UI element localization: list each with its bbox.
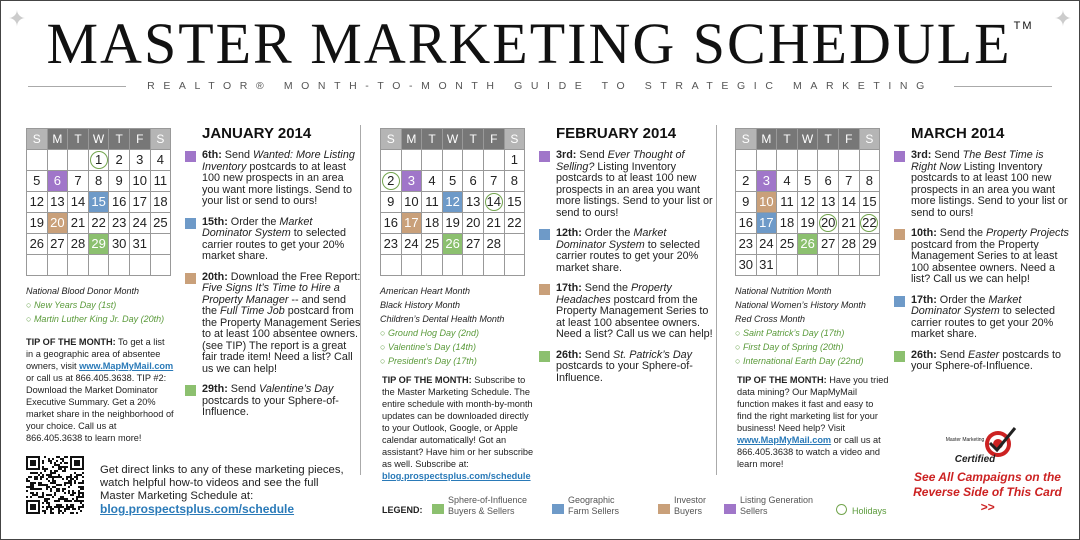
calendar-day[interactable]: 25 xyxy=(777,234,798,255)
subtitle: REALTOR® MONTH-TO-MONTH GUIDE TO STRATEGIC MARKETING xyxy=(147,80,933,92)
weekday-header: W xyxy=(798,129,819,150)
holiday-item: ○ Valentine’s Day (14th) xyxy=(380,340,540,354)
calendar-day[interactable]: 26 xyxy=(443,234,464,255)
weekday-header: T xyxy=(68,129,89,150)
category-swatch xyxy=(539,151,550,162)
weekday-header: S xyxy=(505,129,526,150)
legend-swatch xyxy=(552,504,564,514)
calendar-day[interactable]: 9 xyxy=(381,192,402,213)
calendar-day[interactable]: 23 xyxy=(109,213,130,234)
calendar-day xyxy=(484,255,505,276)
category-swatch xyxy=(185,218,196,229)
weekday-header: S xyxy=(381,129,402,150)
month-title: JANUARY 2014 xyxy=(202,125,312,142)
calendar-day[interactable]: 12 xyxy=(443,192,464,213)
calendar-day[interactable]: 11 xyxy=(422,192,443,213)
calendar-day[interactable]: 12 xyxy=(798,192,819,213)
category-swatch xyxy=(539,229,550,240)
calendar-day[interactable]: 15 xyxy=(505,192,526,213)
calendar-day[interactable]: 21 xyxy=(839,213,860,234)
calendar-grid xyxy=(380,128,525,276)
weekday-header: T xyxy=(463,129,484,150)
observances: National Nutrition Month National Women’s History Month Red Cross Month ○ Saint Patrick’s Day (17th) ○ First Day of Spring (20th) ○ International Earth Day (22nd) xyxy=(735,284,895,368)
calendar-day[interactable]: 6 xyxy=(818,171,839,192)
calendar-day xyxy=(151,255,172,276)
calendar-day[interactable]: 10 xyxy=(402,192,423,213)
certified-badge xyxy=(940,425,1020,465)
holiday-item: ○ International Earth Day (22nd) xyxy=(735,354,895,368)
month-title: FEBRUARY 2014 xyxy=(556,125,677,142)
weekday-header: F xyxy=(484,129,505,150)
calendar-day[interactable]: 3 xyxy=(757,171,778,192)
promo-text: Get direct links to any of these marketing pieces, watch helpful how-to videos and see the full Master Marketing Schedule at: blog.prospectsplus.com/schedule xyxy=(100,464,344,516)
calendar-day xyxy=(757,150,778,171)
event-list xyxy=(911,150,1071,382)
schedule-link[interactable]: blog.prospectsplus.com/schedule xyxy=(100,502,295,516)
calendar-day[interactable]: 2 xyxy=(109,150,130,171)
observances: National Blood Donor Month ○ New Years Day (1st) ○ Martin Luther King Jr. Day (20th) xyxy=(26,284,186,326)
certified-text: Certified xyxy=(954,454,996,465)
calendar-day[interactable]: 12 xyxy=(27,192,48,213)
calendar-day xyxy=(860,150,881,171)
divider xyxy=(954,86,1052,87)
calendar-day[interactable]: 16 xyxy=(736,213,757,234)
calendar-day[interactable]: 24 xyxy=(130,213,151,234)
weekday-header: T xyxy=(777,129,798,150)
campaign-event: 26th: Send St. Patrick’s Day postcards to your Sphere-of-Influence. xyxy=(556,350,716,385)
calendar-day[interactable]: 18 xyxy=(777,213,798,234)
calendar-day[interactable]: 5 xyxy=(798,171,819,192)
calendar-day[interactable]: 3 xyxy=(402,171,423,192)
campaign-event: 10th: Send the Property Projects postcard from the Property Management Series to at least 100 absentee owners. Need a list? Call us we can help! xyxy=(911,228,1071,286)
calendar-day[interactable]: 1 xyxy=(89,150,110,171)
calendar-day[interactable]: 7 xyxy=(484,171,505,192)
certified-top: Master Marketing xyxy=(945,437,985,443)
observances: American Heart Month Black History Month Children’s Dental Health Month ○ Ground Hog Day (2nd) ○ Valentine’s Day (14th) ○ President’s Day (17th) xyxy=(380,284,540,368)
calendar-day[interactable]: 21 xyxy=(68,213,89,234)
calendar-day xyxy=(27,150,48,171)
calendar-day[interactable]: 4 xyxy=(422,171,443,192)
calendar-day[interactable]: 15 xyxy=(89,192,110,213)
calendar-day xyxy=(48,150,69,171)
calendar-day xyxy=(402,150,423,171)
pushpin-icon: ✦ xyxy=(7,6,27,31)
divider xyxy=(28,86,126,87)
pushpin-icon: ✦ xyxy=(1053,6,1073,31)
calendar-day[interactable]: 14 xyxy=(68,192,89,213)
campaign-event: 3rd: Send The Best Time is Right Now Listing Inventory postcards to at least 100 new prospects in an area you want more listings. Send to your list or send to ours! xyxy=(911,150,1071,219)
calendar-day[interactable]: 22 xyxy=(860,213,881,234)
calendar-day[interactable]: 5 xyxy=(443,171,464,192)
calendar-day[interactable]: 20 xyxy=(818,213,839,234)
calendar-day[interactable]: 18 xyxy=(422,213,443,234)
calendar-day xyxy=(48,255,69,276)
calendar-day[interactable]: 11 xyxy=(777,192,798,213)
event-list xyxy=(556,150,716,393)
campaign-event: 17th: Order the Market Dominator System to selected carrier routes to get your 20% market share. xyxy=(911,295,1071,341)
calendar-day[interactable]: 16 xyxy=(381,213,402,234)
calendar-day[interactable]: 28 xyxy=(839,234,860,255)
calendar-day xyxy=(736,150,757,171)
calendar-day xyxy=(860,255,881,276)
calendar-day[interactable]: 1 xyxy=(505,150,526,171)
holiday-item: ○ First Day of Spring (20th) xyxy=(735,340,895,354)
calendar-day[interactable]: 26 xyxy=(798,234,819,255)
campaign-event: 3rd: Send Ever Thought of Selling? Listing Inventory postcards to at least 100 new prospects in an area you want more listings. Send to your list or send to ours! xyxy=(556,150,716,219)
calendar-day[interactable]: 25 xyxy=(422,234,443,255)
calendar-day[interactable]: 13 xyxy=(48,192,69,213)
campaign-event: 26th: Send Easter postcards to your Sphere-of-Influence. xyxy=(911,350,1071,373)
calendar-day[interactable]: 28 xyxy=(484,234,505,255)
category-swatch xyxy=(539,284,550,295)
calendar-day[interactable]: 14 xyxy=(484,192,505,213)
campaign-event: 15th: Order the Market Dominator System to selected carrier routes to get your 20% market share. xyxy=(202,217,362,263)
calendar-day xyxy=(463,150,484,171)
calendar-grid xyxy=(735,128,880,276)
calendar-day[interactable]: 10 xyxy=(130,171,151,192)
weekday-header: M xyxy=(402,129,423,150)
weekday-header: T xyxy=(818,129,839,150)
calendar-day[interactable]: 8 xyxy=(89,171,110,192)
trademark: TM xyxy=(1013,20,1034,32)
weekday-header: W xyxy=(89,129,110,150)
calendar-day xyxy=(151,234,172,255)
calendar-day xyxy=(68,255,89,276)
calendar-day[interactable]: 30 xyxy=(736,255,757,276)
calendar-day[interactable]: 13 xyxy=(818,192,839,213)
campaign-event: 17th: Send the Property Headaches postcard from the Property Management Series to at least 100 absentee owners. Need a list? Call us we can help! xyxy=(556,283,716,341)
category-swatch xyxy=(894,296,905,307)
calendar-day[interactable]: 7 xyxy=(68,171,89,192)
page-title: MASTER MARKETING SCHEDULE ™ xyxy=(46,11,1034,76)
calendar-day[interactable]: 8 xyxy=(505,171,526,192)
campaign-event: 12th: Order the Market Dominator System to selected carrier routes to get your 20% market share. xyxy=(556,228,716,274)
tip-of-month: TIP OF THE MONTH: Subscribe to the Master Marketing Schedule. The entire schedule with month-by-month updates can be downloaded directly to your Outlook, Google, or Apple calendar automatically! Got an assistant? Have him or her subscribe as well. Subscribe at: blog.prospectsplus.com/schedule xyxy=(382,375,534,481)
weekday-header: F xyxy=(839,129,860,150)
calendar-day[interactable]: 4 xyxy=(151,150,172,171)
calendar-day[interactable]: 23 xyxy=(736,234,757,255)
calendar-day xyxy=(422,150,443,171)
holiday-item: ○ New Years Day (1st) xyxy=(26,298,186,312)
calendar-day[interactable]: 18 xyxy=(151,192,172,213)
calendar-day xyxy=(484,150,505,171)
calendar-day[interactable]: 29 xyxy=(860,234,881,255)
weekday-header: W xyxy=(443,129,464,150)
calendar-day[interactable]: 26 xyxy=(27,234,48,255)
calendar-day[interactable]: 31 xyxy=(130,234,151,255)
weekday-header: F xyxy=(130,129,151,150)
calendar-day xyxy=(381,150,402,171)
column-divider xyxy=(716,125,717,475)
tip-of-month: TIP OF THE MONTH: Have you tried data mining? Our MapMyMail function makes it fast and easy to find the right marketing list for your business! Need help? Visit www.MapMyMail.com or call us at 866.405.3638 to watch a video and learn more! xyxy=(737,375,889,469)
legend-item: Geographic Farm Sellers xyxy=(552,495,619,517)
month-title: MARCH 2014 xyxy=(911,125,1005,142)
legend-label: LEGEND: xyxy=(382,505,423,515)
holiday-item: ○ President’s Day (17th) xyxy=(380,354,540,368)
calendar-day xyxy=(798,255,819,276)
calendar-day[interactable]: 27 xyxy=(818,234,839,255)
calendar-day[interactable]: 14 xyxy=(839,192,860,213)
calendar-day[interactable]: 8 xyxy=(860,171,881,192)
calendar-day xyxy=(27,255,48,276)
legend-swatch xyxy=(432,504,444,514)
calendar-day[interactable]: 24 xyxy=(402,234,423,255)
calendar-day[interactable]: 5 xyxy=(27,171,48,192)
holiday-item: ○ Saint Patrick’s Day (17th) xyxy=(735,326,895,340)
weekday-header: S xyxy=(27,129,48,150)
calendar-day[interactable]: 20 xyxy=(48,213,69,234)
calendar-day[interactable]: 2 xyxy=(736,171,757,192)
calendar-day[interactable]: 11 xyxy=(151,171,172,192)
weekday-header: S xyxy=(860,129,881,150)
calendar-day xyxy=(402,255,423,276)
calendar-day[interactable]: 13 xyxy=(463,192,484,213)
calendar-day xyxy=(839,150,860,171)
category-swatch xyxy=(539,351,550,362)
campaign-event: 20th: Download the Free Report: Five Signs It’s Time to Hire a Property Manager -- and send the Full Time Job postcard from the Property Management Series to at least 100 absentee owners. (see TIP) The report is a great fair trade item! Need a list? Call us we can help! xyxy=(202,272,362,376)
calendar-day[interactable]: 10 xyxy=(757,192,778,213)
calendar-day xyxy=(839,255,860,276)
calendar-day xyxy=(798,150,819,171)
category-swatch xyxy=(185,273,196,284)
category-swatch xyxy=(185,385,196,396)
reverse-side-note[interactable]: See All Campaigns on the Reverse Side of This Card >> xyxy=(913,470,1062,514)
calendar-day xyxy=(443,255,464,276)
tip-of-month: TIP OF THE MONTH: To get a list in a geographic area of absentee owners, visit www.MapMyMail.com or call us at 866.405.3638. TIP #2: Download the Market Dominator Executive Summary. Get a 20% market share in the neighborhood of your choice. Call us at 866.405.3638 to learn more! xyxy=(26,337,174,443)
legend-item: Listing Generation Sellers xyxy=(724,495,813,517)
schedule-link[interactable]: blog.prospectsplus.com/schedule xyxy=(382,471,531,481)
calendar-day xyxy=(422,255,443,276)
calendar-day[interactable]: 17 xyxy=(130,192,151,213)
calendar-day[interactable]: 6 xyxy=(48,171,69,192)
holiday-circle-icon xyxy=(836,504,847,515)
weekday-header: T xyxy=(422,129,443,150)
calendar-day[interactable]: 3 xyxy=(130,150,151,171)
calendar-day[interactable]: 27 xyxy=(48,234,69,255)
category-swatch xyxy=(185,151,196,162)
calendar-day xyxy=(109,255,130,276)
calendar-day[interactable]: 19 xyxy=(27,213,48,234)
category-swatch xyxy=(894,151,905,162)
holiday-item: ○ Martin Luther King Jr. Day (20th) xyxy=(26,312,186,326)
legend-swatch xyxy=(724,504,736,514)
weekday-header: M xyxy=(757,129,778,150)
weekday-header: S xyxy=(736,129,757,150)
calendar-grid xyxy=(26,128,171,276)
calendar-day xyxy=(130,255,151,276)
mapmymail-link[interactable]: www.MapMyMail.com xyxy=(737,435,832,445)
calendar-day[interactable]: 22 xyxy=(89,213,110,234)
calendar-day[interactable]: 17 xyxy=(402,213,423,234)
legend-item: Sphere-of-Influence Buyers & Sellers xyxy=(432,495,527,517)
calendar-day xyxy=(443,150,464,171)
calendar-day[interactable]: 15 xyxy=(860,192,881,213)
calendar-day[interactable]: 31 xyxy=(757,255,778,276)
legend-item: Investor Buyers xyxy=(658,495,706,517)
legend-item: Holidays xyxy=(836,495,887,517)
calendar-day xyxy=(463,255,484,276)
calendar-day xyxy=(381,255,402,276)
weekday-header: S xyxy=(151,129,172,150)
calendar-day xyxy=(777,150,798,171)
calendar-day xyxy=(777,255,798,276)
calendar-day xyxy=(505,234,526,255)
calendar-day[interactable]: 16 xyxy=(109,192,130,213)
calendar-day[interactable]: 28 xyxy=(68,234,89,255)
calendar-day xyxy=(818,150,839,171)
calendar-day xyxy=(89,255,110,276)
legend-swatch xyxy=(658,504,670,514)
calendar-day[interactable]: 17 xyxy=(757,213,778,234)
mapmymail-link[interactable]: www.MapMyMail.com xyxy=(79,361,174,371)
calendar-day[interactable]: 23 xyxy=(381,234,402,255)
calendar-day xyxy=(818,255,839,276)
event-list xyxy=(202,150,362,428)
calendar-day xyxy=(68,150,89,171)
campaign-event: 6th: Send Wanted: More Listing Inventory postcards to at least 100 new prospects in an area you want more listings. Send to your list or send to ours! xyxy=(202,150,362,208)
calendar-day[interactable]: 19 xyxy=(443,213,464,234)
calendar-day[interactable]: 9 xyxy=(109,171,130,192)
calendar-day[interactable]: 25 xyxy=(151,213,172,234)
calendar-day[interactable]: 19 xyxy=(798,213,819,234)
calendar-day[interactable]: 2 xyxy=(381,171,402,192)
calendar-day[interactable]: 29 xyxy=(89,234,110,255)
calendar-day[interactable]: 4 xyxy=(777,171,798,192)
holiday-item: ○ Ground Hog Day (2nd) xyxy=(380,326,540,340)
category-swatch xyxy=(894,229,905,240)
campaign-event: 29th: Send Valentine’s Day postcards to your Sphere-of-Influence. xyxy=(202,384,362,419)
calendar-day[interactable]: 24 xyxy=(757,234,778,255)
qr-code-icon[interactable] xyxy=(26,456,84,514)
weekday-header: T xyxy=(109,129,130,150)
calendar-day[interactable]: 6 xyxy=(463,171,484,192)
calendar-day xyxy=(505,255,526,276)
calendar-day[interactable]: 22 xyxy=(505,213,526,234)
calendar-day[interactable]: 30 xyxy=(109,234,130,255)
weekday-header: M xyxy=(48,129,69,150)
calendar-day[interactable]: 21 xyxy=(484,213,505,234)
category-swatch xyxy=(894,351,905,362)
calendar-day[interactable]: 7 xyxy=(839,171,860,192)
calendar-day[interactable]: 20 xyxy=(463,213,484,234)
calendar-day[interactable]: 27 xyxy=(463,234,484,255)
calendar-day[interactable]: 9 xyxy=(736,192,757,213)
